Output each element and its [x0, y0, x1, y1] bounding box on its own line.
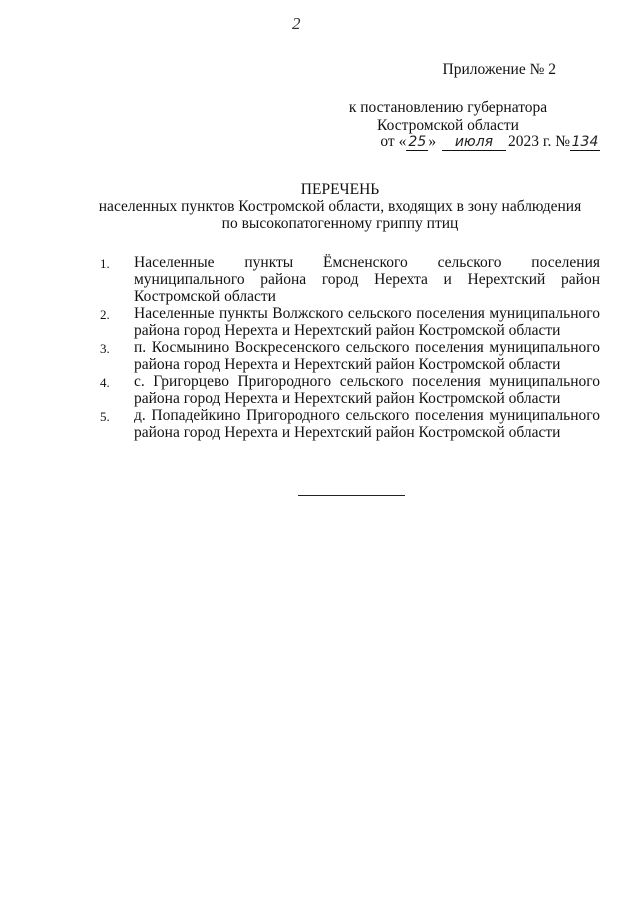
document-heading: [90, 181, 590, 232]
list-item-text: с. Григорцево Пригородного сельского поселения муниципального района город Нерехта и Нерехтский район Костромской области: [134, 373, 600, 407]
list-item-text: п. Космынино Воскресенского сельского поселения муниципального района город Нерехта и Нерехтский район Костромской области: [134, 339, 600, 373]
end-divider: [298, 495, 405, 496]
list-item-number: 4.: [100, 375, 110, 390]
list-item-number: 5.: [100, 409, 110, 424]
heading-title: ПЕРЕЧЕНЬ: [300, 181, 380, 198]
list-item: [100, 339, 600, 373]
appendix-header: [256, 60, 556, 89]
list-item-text: Населенные пункты Ёмсненского сельского поселения муниципального района город Нерехта и Нерехтский район Костромской области: [134, 254, 600, 305]
appendix-reference: [298, 99, 598, 135]
list-item-text: Населенные пункты Волжского сельского поселения муниципального района город Нерехта и Нерехтский район Костромской области: [134, 305, 600, 339]
year-text: 2023 г. №: [507, 133, 570, 150]
heading-line-2: по высокопатогенному гриппу птиц: [221, 215, 459, 232]
appendix-reference-line-1: к постановлению губернатора: [348, 99, 548, 116]
date-mid: »: [428, 133, 437, 150]
heading-line-1: населенных пунктов Костромской области, входящих в зону наблюдения: [98, 198, 582, 215]
list-item: [100, 305, 600, 339]
appendix-reference-line-2: Костромской области: [377, 117, 519, 134]
date-prefix: от «: [380, 133, 407, 150]
list-item-number: 3.: [100, 341, 110, 356]
list-item: [100, 373, 600, 407]
settlements-list: [100, 254, 600, 441]
list-item: [100, 254, 600, 305]
handwritten-decree-number: 134: [571, 134, 599, 150]
list-item-text: д. Попадейкино Пригородного сельского поселения муниципального района город Нерехта и Нерехтский район Костромской области: [134, 407, 600, 441]
handwritten-day: 25: [406, 134, 428, 151]
list-item-number: 1.: [100, 256, 110, 271]
handwritten-month: июля: [442, 134, 506, 151]
appendix-title: Приложение № 2: [442, 61, 556, 78]
list-item: [100, 407, 600, 441]
decree-date-line: [380, 133, 600, 151]
page-number: 2: [292, 14, 301, 33]
list-item-number: 2.: [100, 307, 110, 322]
